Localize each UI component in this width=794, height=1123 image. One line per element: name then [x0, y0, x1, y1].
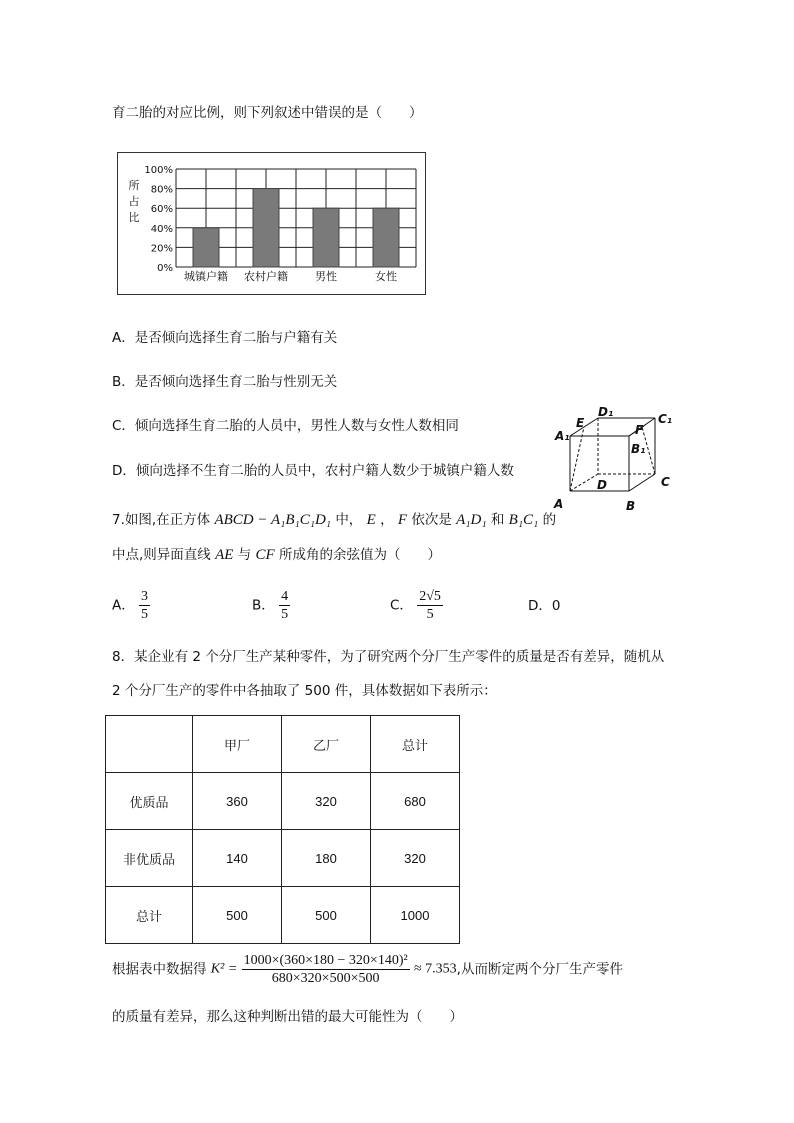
q7-option-a-den: 5 — [141, 607, 149, 622]
q7-option-c-fraction — [417, 588, 443, 623]
table-header-cell: 总计 — [371, 716, 460, 773]
q8-line-last: 的质量有差异，那么这种判断出错的最大可能性为（ ） — [112, 1009, 463, 1025]
cube-figure — [548, 404, 688, 516]
q7-point-e: E — [366, 512, 376, 528]
q7-line-ae: AE — [215, 547, 234, 563]
q7-and: 和 — [490, 512, 505, 528]
chart-y-tick-label: 60% — [150, 204, 173, 216]
chart-y-axis-label: 占 — [128, 195, 140, 208]
chart-y-axis-label: 所 — [128, 179, 140, 192]
q6-option-b: B．是否倾向选择生育二胎与性别无关 — [112, 374, 338, 390]
q7-option-a-fraction — [139, 588, 150, 623]
table-cell: 140 — [193, 830, 282, 887]
q8-formula-approx: ≈ 7.353 — [413, 961, 457, 977]
q7-point-f: F — [397, 512, 408, 528]
table-header-cell: 乙厂 — [282, 716, 371, 773]
table-cell: 680 — [371, 773, 460, 830]
cube-label-f: F — [635, 423, 644, 437]
bar-chart — [117, 152, 426, 295]
q8-data-table — [105, 715, 460, 944]
q6-option-a: A．是否倾向选择生育二胎与户籍有关 — [112, 330, 338, 346]
q6-option-d: D．倾向选择不生育二胎的人员中，农村户籍人数少于城镇户籍人数 — [112, 463, 514, 479]
q7-text-mid: 中， — [335, 512, 363, 528]
q7-option-b-fraction — [279, 588, 290, 623]
q7-option-b-label: B． — [252, 597, 275, 614]
q6-option-c: C．倾向选择生育二胎的人员中，男性人数与女性人数相同 — [112, 418, 459, 434]
table-row — [106, 773, 460, 830]
q7-line-2 — [112, 546, 441, 564]
table-cell: 1000 — [371, 887, 460, 944]
q8-formula-pre: 根据表中数据得 — [112, 961, 207, 978]
cube-label-e: E — [576, 416, 585, 430]
table-cell: 180 — [282, 830, 371, 887]
q7-option-b — [252, 588, 290, 623]
chart-bar — [253, 189, 279, 267]
q7-option-b-num: 4 — [281, 589, 289, 604]
q8-formula-fraction — [242, 952, 410, 987]
q7-line2-pre: 中点,则异面直线 — [112, 547, 211, 563]
cube-label-b1: B₁ — [631, 442, 646, 456]
chart-bar — [313, 208, 339, 267]
table-cell: 500 — [282, 887, 371, 944]
table-cell: 320 — [371, 830, 460, 887]
chart-x-tick-label: 农村户籍 — [244, 270, 288, 283]
cube-label-b: B — [626, 499, 636, 513]
chart-y-tick-label: 20% — [150, 243, 173, 255]
q8-formula-k: K² = — [210, 961, 238, 977]
q7-cube-name: ABCD − A₁B₁C₁D₁ — [214, 512, 332, 528]
chart-y-tick-label: 40% — [150, 223, 173, 235]
table-header-row — [106, 716, 460, 773]
q8-formula-post: ,从而断定两个分厂生产零件 — [456, 961, 623, 978]
q7-line-cf: CF — [255, 547, 275, 563]
chart-bar — [193, 228, 219, 267]
q8-formula-num: 1000×(360×180 − 320×140)² — [243, 953, 408, 968]
q7-text-mid2: 依次是 — [411, 512, 452, 528]
cube-label-c1: C₁ — [658, 412, 673, 426]
table-cell: 320 — [282, 773, 371, 830]
q7-with: 与 — [237, 547, 252, 563]
chart-y-tick-label: 80% — [150, 184, 173, 196]
q7-option-c-num: 2√5 — [419, 589, 441, 604]
table-row — [106, 887, 460, 944]
q8-line-2: 2 个分厂生产的零件中各抽取了 500 件，具体数据如下表所示： — [112, 683, 497, 699]
q7-segment-2: B₁C₁ — [508, 512, 539, 528]
q7-option-a-label: A． — [112, 597, 135, 614]
cube-label-a1: A₁ — [555, 429, 570, 443]
q8-line-1: 8．某企业有 2 个分厂生产某种零件，为了研究两个分厂生产零件的质量是否有差异，随机从 — [112, 649, 665, 665]
chart-bar — [373, 208, 399, 267]
cube-label-d: D — [597, 478, 607, 492]
cube-label-c: C — [661, 475, 670, 489]
q7-option-a-num: 3 — [141, 589, 149, 604]
q7-text-end: 的 — [542, 512, 557, 528]
q6-intro: 育二胎的对应比例，则下列叙述中错误的是（ ） — [112, 105, 423, 121]
cube-edge-ad-hidden — [570, 474, 598, 491]
table-cell: 优质品 — [106, 773, 193, 830]
chart-x-tick-label: 男性 — [315, 270, 337, 283]
q7-line-1 — [112, 511, 556, 529]
q7-option-c — [390, 588, 443, 623]
chart-x-tick-label: 女性 — [375, 270, 397, 283]
chart-y-tick-label: 0% — [157, 263, 173, 274]
chart-y-tick-label: 100% — [144, 165, 173, 176]
cube-label-d1: D₁ — [598, 405, 614, 419]
segment-ae-hidden — [570, 427, 584, 491]
q7-option-c-label: C． — [390, 597, 413, 614]
table-row — [106, 830, 460, 887]
chart-y-axis-label: 比 — [128, 211, 140, 224]
q8-formula-line — [112, 952, 623, 987]
table-cell: 总计 — [106, 887, 193, 944]
cube-label-a: A — [554, 497, 564, 511]
table-cell: 500 — [193, 887, 282, 944]
q7-option-a — [112, 588, 150, 623]
chart-x-tick-label: 城镇户籍 — [184, 270, 228, 283]
q7-text-pre: 7.如图,在正方体 — [112, 512, 211, 528]
q7-comma: ， — [380, 512, 394, 528]
table-cell: 非优质品 — [106, 830, 193, 887]
table-header-cell: 甲厂 — [193, 716, 282, 773]
q7-option-d: D．0 — [528, 598, 561, 614]
q7-segment-1: A₁D₁ — [456, 512, 487, 528]
q7-line2-end: 所成角的余弦值为（ ） — [278, 547, 441, 563]
q8-formula-den: 680×320×500×500 — [271, 971, 380, 986]
q7-option-b-den: 5 — [281, 607, 289, 622]
table-cell: 360 — [193, 773, 282, 830]
table-header-cell — [106, 716, 193, 773]
bar-chart-svg — [118, 153, 425, 294]
cube-edge-bc — [629, 474, 655, 491]
q7-option-c-den: 5 — [426, 607, 434, 622]
